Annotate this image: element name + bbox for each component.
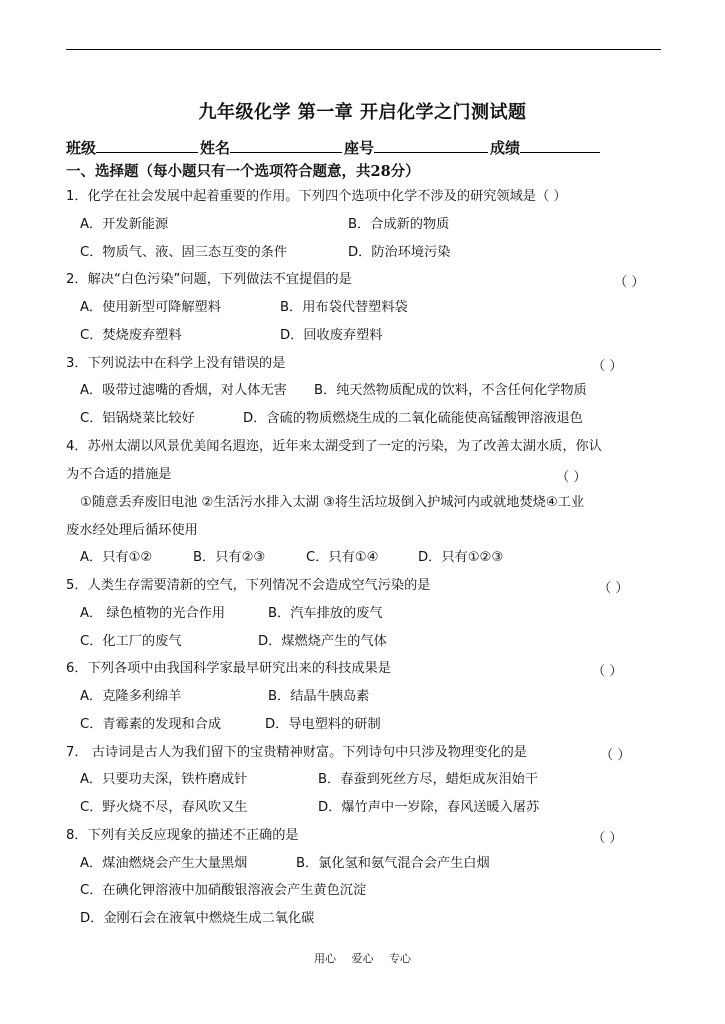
q6-answer-bracket[interactable]: （ ）	[592, 664, 623, 679]
q3-option-a[interactable]: A．吸带过滤嘴的香烟，对人体无害	[80, 383, 287, 398]
q7-option-b[interactable]: B．春蚕到死丝方尽，蜡炬成灰泪始干	[318, 772, 539, 787]
q1-option-d[interactable]: D．防治环境污染	[348, 245, 451, 260]
q2-answer-bracket[interactable]: （ ）	[614, 275, 645, 290]
question-6-stem: 6．下列各项中由我国科学家最早研究出来的科技成果是	[66, 661, 391, 676]
q5-option-a[interactable]: A． 绿色植物的光合作用	[80, 606, 226, 621]
question-7-stem: 7． 古诗词是古人为我们留下的宝贵精神财富。下列诗句中只涉及物理变化的是	[66, 745, 527, 760]
q5-option-b[interactable]: B．汽车排放的废气	[268, 606, 383, 621]
q3-option-d[interactable]: D．含硫的物质燃烧生成的二氧化硫能使高锰酸钾溶液退色	[243, 411, 583, 426]
class-blank[interactable]	[96, 137, 198, 153]
q8-option-b[interactable]: B．氯化氢和氨气混合会产生白烟	[296, 856, 490, 871]
page-footer: 用心 爱心 专心	[314, 952, 411, 965]
score-label: 成绩	[490, 139, 521, 157]
q4-option-a[interactable]: A．只有①②	[80, 550, 153, 565]
student-info-line	[66, 137, 602, 158]
q1-option-a[interactable]: A．开发新能源	[80, 217, 169, 232]
q6-option-b[interactable]: B．结晶牛胰岛素	[268, 689, 370, 704]
score-blank[interactable]	[520, 137, 600, 153]
q5-answer-bracket[interactable]: （ ）	[598, 581, 629, 596]
q7-option-c[interactable]: C．野火烧不尽，春风吹又生	[80, 800, 248, 815]
q5-option-d[interactable]: D．煤燃烧产生的气体	[258, 634, 387, 649]
q6-option-d[interactable]: D．导电塑料的研制	[265, 717, 381, 732]
q2-option-b[interactable]: B．用布袋代替塑料袋	[280, 300, 408, 315]
q8-option-a[interactable]: A．煤油燃烧会产生大量黑烟	[80, 856, 248, 871]
q8-answer-bracket[interactable]: （ ）	[592, 831, 623, 846]
q3-answer-bracket[interactable]: （ ）	[592, 359, 623, 374]
page-title: 九年级化学 第一章 开启化学之门测试题	[198, 102, 527, 123]
question-5-stem: 5．人类生存需要清新的空气，下列情况不会造成空气污染的是	[66, 578, 431, 593]
section-heading: 一、选择题（每小题只有一个选项符合题意，共28分）	[66, 163, 420, 180]
q7-option-a[interactable]: A．只要功夫深，铁杵磨成针	[80, 772, 248, 787]
q8-option-c[interactable]: C．在碘化钾溶液中加硝酸银溶液会产生黄色沉淀	[80, 883, 367, 898]
question-4-stem: 4．苏州太湖以风景优美闻名遐迩，近年来太湖受到了一定的污染，为了改善太湖水质，你认	[66, 439, 602, 454]
q2-option-a[interactable]: A．使用新型可降解塑料	[80, 300, 221, 315]
header-rule	[66, 49, 661, 50]
q3-option-b[interactable]: B．纯天然物质配成的饮料，不含任何化学物质	[314, 383, 587, 398]
q4-answer-bracket[interactable]: （ ）	[556, 470, 587, 485]
question-2-stem: 2．解决“白色污染”问题，下列做法不宜提倡的是	[66, 272, 352, 287]
q7-option-d[interactable]: D．爆竹声中一岁除，春风送暖入屠苏	[318, 800, 540, 815]
class-label: 班级	[66, 139, 97, 157]
question-1-stem: 1．化学在社会发展中起着重要的作用。下列四个选项中化学不涉及的研究领域是（ ）	[66, 189, 567, 204]
q4-measures-list: ①随意丢弃废旧电池 ②生活污水排入太湖 ③将生活垃圾倒入护城河内或就地焚烧④工业	[80, 495, 585, 510]
seat-label: 座号	[344, 139, 375, 157]
q7-answer-bracket[interactable]: （ ）	[600, 748, 631, 763]
q2-option-c[interactable]: C．焚烧废弃塑料	[80, 328, 182, 343]
q4-option-d[interactable]: D．只有①②③	[418, 550, 504, 565]
q4-option-b[interactable]: B．只有②③	[193, 550, 266, 565]
question-8-stem: 8．下列有关反应现象的描述不正确的是	[66, 828, 299, 843]
q6-option-c[interactable]: C．青霉素的发现和合成	[80, 717, 222, 732]
q3-option-c[interactable]: C．铝锅烧菜比较好	[80, 411, 195, 426]
question-4-stem-continued: 为不合适的措施是	[66, 467, 172, 482]
q1-option-c[interactable]: C．物质气、液、固三态互变的条件	[80, 245, 288, 260]
q2-option-d[interactable]: D．回收废弃塑料	[280, 328, 383, 343]
q8-option-d[interactable]: D．金刚石会在液氧中燃烧生成二氧化碳	[80, 911, 315, 926]
q1-option-b[interactable]: B．合成新的物质	[348, 217, 450, 232]
question-3-stem: 3．下列说法中在科学上没有错误的是	[66, 356, 286, 371]
q4-option-c[interactable]: C．只有①④	[306, 550, 379, 565]
seat-blank[interactable]	[374, 137, 488, 153]
q5-option-c[interactable]: C．化工厂的废气	[80, 634, 182, 649]
q4-measures-list-continued: 废水经处理后循环使用	[66, 523, 198, 538]
q6-option-a[interactable]: A．克隆多利绵羊	[80, 689, 182, 704]
name-blank[interactable]	[230, 137, 342, 153]
name-label: 姓名	[200, 139, 231, 157]
